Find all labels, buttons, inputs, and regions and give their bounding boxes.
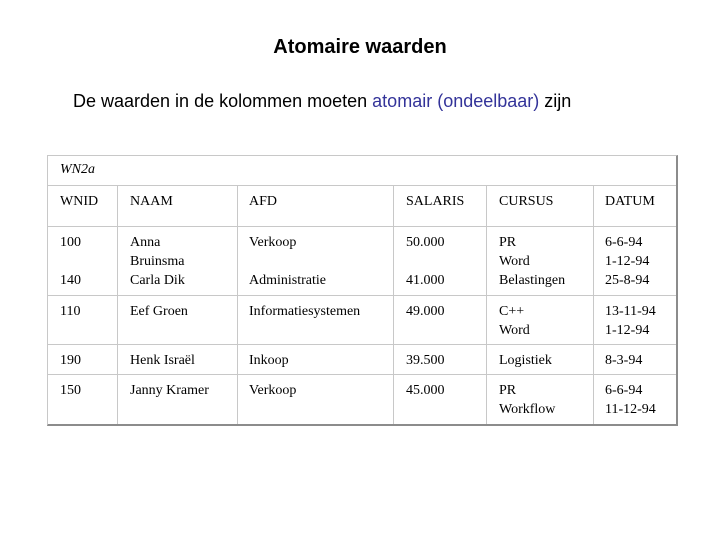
subtitle-highlight: atomair (ondeelbaar): [372, 91, 540, 111]
column-header-salaris: SALARIS: [406, 194, 465, 209]
table-column-divider: [117, 185, 118, 424]
table-rule: [48, 185, 676, 186]
table-column-divider: [486, 185, 487, 424]
column-header-naam: NAAM: [130, 194, 173, 209]
cell-datum: 25-8-94: [605, 273, 650, 288]
cell-salaris: 45.000: [406, 383, 445, 398]
cell-datum: 13-11-94: [605, 304, 656, 319]
cell-cursus: PR: [499, 383, 517, 398]
cell-datum: 1-12-94: [605, 323, 650, 338]
cell-naam: Janny Kramer: [130, 383, 209, 398]
cell-naam: Eef Groen: [130, 304, 188, 319]
cell-naam: Anna: [130, 235, 161, 250]
slide-title: Atomaire waarden: [273, 36, 447, 58]
column-header-afd: AFD: [249, 194, 278, 209]
column-header-cursus: CURSUS: [499, 194, 554, 209]
subtitle-text-start: De waarden in de kolommen moeten: [73, 91, 373, 111]
cell-wnid: 150: [60, 383, 81, 398]
cell-cursus: PR: [499, 235, 517, 250]
cell-salaris: 39.500: [406, 353, 445, 368]
column-header-wnid: WNID: [60, 194, 99, 209]
column-header-datum: DATUM: [605, 194, 655, 209]
table-rule: [48, 295, 676, 296]
cell-datum: 6-6-94: [605, 383, 643, 398]
cell-datum: 11-12-94: [605, 402, 656, 417]
cell-wnid: 110: [60, 304, 81, 319]
cell-salaris: 41.000: [406, 273, 445, 288]
cell-naam: Carla Dik: [130, 273, 185, 288]
cell-datum: 6-6-94: [605, 235, 643, 250]
cell-salaris: 49.000: [406, 304, 445, 319]
slide-subtitle: [73, 91, 571, 112]
cell-salaris: 50.000: [406, 235, 445, 250]
cell-afd: Administratie: [249, 273, 326, 288]
table-name: WN2a: [60, 162, 95, 177]
table-rule: [48, 374, 676, 375]
table-rule: [48, 226, 676, 227]
table-column-divider: [237, 185, 238, 424]
table-column-divider: [593, 185, 594, 424]
cell-afd: Verkoop: [249, 383, 297, 398]
cell-wnid: 190: [60, 353, 81, 368]
cell-cursus: C++: [499, 304, 525, 319]
cell-cursus: Word: [499, 254, 530, 269]
table-wn2a: [47, 155, 678, 426]
cell-datum: 1-12-94: [605, 254, 650, 269]
table-column-divider: [393, 185, 394, 424]
cell-afd: Inkoop: [249, 353, 289, 368]
cell-wnid: 100: [60, 235, 81, 250]
cell-cursus: Word: [499, 323, 530, 338]
cell-afd: Verkoop: [249, 235, 297, 250]
cell-cursus: Belastingen: [499, 273, 566, 288]
cell-naam: Henk Israël: [130, 353, 195, 368]
cell-cursus: Logistiek: [499, 353, 552, 368]
subtitle-text-end: zijn: [539, 91, 572, 111]
table-rule: [48, 344, 676, 345]
cell-cursus: Workflow: [499, 402, 556, 417]
cell-naam: Bruinsma: [130, 254, 185, 269]
cell-wnid: 140: [60, 273, 81, 288]
cell-datum: 8-3-94: [605, 353, 643, 368]
cell-afd: Informatiesystemen: [249, 304, 361, 319]
